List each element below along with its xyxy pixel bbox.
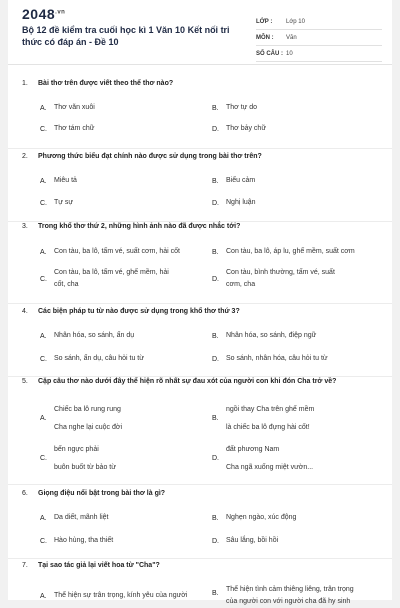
logo-tld: .vn	[55, 9, 66, 16]
meta-row-subject	[256, 30, 382, 46]
option-letter: D.	[212, 537, 219, 545]
option-a[interactable]	[40, 102, 179, 114]
meta-key: LỚP :	[256, 18, 273, 25]
option-b[interactable]	[212, 584, 361, 608]
question-text	[22, 80, 173, 87]
option-line: buôn buốt từ bảo từ	[54, 464, 116, 471]
option-line: Cha ngã xuống miệt vườn...	[226, 464, 314, 471]
option-lines	[226, 440, 361, 476]
option-letter: A.	[40, 514, 47, 522]
option-text: Nghẹn ngào, xúc động	[226, 514, 297, 521]
option-lines	[226, 400, 361, 436]
option-b[interactable]	[212, 102, 351, 114]
option-text: Con tàu, ba lô, tấm vé, ghế mềm, hải cốt, cha	[54, 269, 169, 288]
meta-value: 10	[286, 50, 293, 57]
option-d[interactable]	[212, 440, 361, 476]
option-letter: B.	[212, 514, 219, 522]
option-text: Thể hiện tình cảm thiêng liêng, trân trọng của người con với người cha đã hy sinh	[226, 586, 354, 605]
question-number: 5.	[22, 378, 28, 385]
option-d[interactable]	[212, 353, 361, 365]
option-line: ngồi thay Cha trên ghế mềm	[226, 406, 315, 413]
meta-key: MÔN :	[256, 34, 274, 41]
option-text: Nhân hóa, so sánh, điệp ngữ	[226, 332, 317, 339]
document-page	[8, 0, 392, 605]
question-5	[8, 378, 392, 485]
option-letter: C.	[40, 537, 47, 545]
option-line: Cha nghe lại cuộc đời	[54, 424, 123, 431]
option-letter: D.	[212, 275, 219, 283]
meta-row-count	[256, 46, 382, 62]
option-letter: C.	[40, 454, 47, 462]
option-a[interactable]	[40, 246, 189, 258]
option-b[interactable]	[212, 175, 351, 187]
option-c[interactable]	[40, 440, 179, 476]
option-text: Con tàu, ba lô, tấm vé, suất cơm, hải cốt	[54, 248, 180, 255]
option-letter: C.	[40, 125, 47, 133]
question-number: 6.	[22, 490, 28, 497]
question-number: 7.	[22, 562, 28, 569]
option-line: Chiếc ba lô rung rung	[54, 406, 121, 413]
question-4	[8, 308, 392, 377]
option-text: Biểu cảm	[226, 177, 256, 184]
option-text: Thơ tự do	[226, 104, 258, 111]
option-text: Thơ văn xuôi	[54, 104, 95, 111]
option-d[interactable]	[212, 197, 351, 209]
option-text: Nhân hóa, so sánh, ẩn dụ	[54, 332, 135, 339]
option-text: Nghị luận	[226, 199, 256, 206]
option-c[interactable]	[40, 197, 179, 209]
option-a[interactable]	[40, 400, 179, 436]
option-letter: C.	[40, 199, 47, 207]
option-text: Miêu tả	[54, 177, 77, 184]
question-6	[8, 490, 392, 559]
option-letter: A.	[40, 104, 47, 112]
option-letter: A.	[40, 248, 47, 256]
question-prompt: Tại sao tác giả lại viết hoa từ "Cha"?	[38, 562, 160, 569]
question-number: 3.	[22, 223, 28, 230]
option-line: là chiếc ba lô đựng hài cốt!	[226, 424, 310, 431]
option-text: Con tàu, ba lô, áp lu, ghế mềm, suất cơm	[226, 248, 355, 255]
option-c[interactable]	[40, 267, 179, 291]
question-text	[22, 223, 240, 230]
question-prompt: Các biện pháp tu từ nào được sử dụng trong khổ thơ thứ 3?	[38, 308, 240, 315]
option-letter: C.	[40, 355, 47, 363]
option-d[interactable]	[212, 535, 351, 547]
document-meta	[256, 14, 382, 62]
logo-text: 2048	[22, 6, 56, 22]
question-2	[8, 153, 392, 222]
option-line: bến ngực phải	[54, 446, 99, 453]
option-b[interactable]	[212, 400, 361, 436]
option-letter: D.	[212, 199, 219, 207]
option-letter: A.	[40, 177, 47, 185]
question-number: 4.	[22, 308, 28, 315]
option-letter: B.	[212, 104, 219, 112]
question-number: 2.	[22, 153, 28, 160]
option-letter: B.	[212, 248, 219, 256]
question-1	[8, 80, 392, 149]
option-letter: B.	[212, 590, 219, 597]
question-prompt: Bài thơ trên được viết theo thể thơ nào?	[38, 80, 174, 87]
option-text: Thơ bảy chữ	[226, 125, 267, 132]
option-a[interactable]	[40, 330, 189, 342]
option-text: Sâu lắng, bồi hồi	[226, 537, 279, 544]
option-a[interactable]	[40, 512, 179, 524]
option-letter: B.	[212, 177, 219, 185]
option-text: Da diết, mãnh liệt	[54, 514, 109, 521]
option-letter: C.	[40, 275, 47, 283]
question-text	[22, 378, 336, 385]
option-c[interactable]	[40, 123, 179, 135]
option-letter: A.	[40, 414, 47, 422]
question-3	[8, 223, 392, 304]
option-text: So sánh, nhân hóa, câu hỏi tu từ	[226, 355, 328, 362]
question-prompt: Cặp câu thơ nào dưới đây thể hiện rõ nhất sự đau xót của người con khi đón Cha trở về?	[38, 378, 337, 385]
option-letter: D.	[212, 355, 219, 363]
option-text: Hào hùng, tha thiết	[54, 537, 114, 544]
option-letter: D.	[212, 454, 219, 462]
option-lines	[54, 400, 179, 436]
option-b[interactable]	[212, 512, 351, 524]
question-7	[8, 562, 392, 605]
option-a[interactable]	[40, 590, 189, 602]
question-text	[22, 308, 240, 315]
option-d[interactable]	[212, 123, 351, 135]
option-letter: A.	[40, 332, 47, 340]
option-a[interactable]	[40, 175, 179, 187]
option-d[interactable]	[212, 267, 351, 291]
option-text: Thể hiện sự trân trọng, kính yêu của người	[54, 592, 188, 599]
question-text	[22, 562, 160, 569]
option-letter: B.	[212, 414, 219, 422]
meta-key: SỐ CÂU :	[256, 50, 283, 57]
option-c[interactable]	[40, 535, 179, 547]
option-text: Thơ tám chữ	[54, 125, 95, 132]
question-prompt: Giọng điệu nổi bật trong bài thơ là gì?	[38, 490, 166, 497]
option-b[interactable]	[212, 246, 361, 258]
meta-row-class	[256, 14, 382, 30]
question-prompt: Phương thức biểu đạt chính nào được sử dụng trong bài thơ trên?	[38, 153, 262, 160]
meta-value: Văn	[286, 34, 297, 41]
option-letter: A.	[40, 592, 47, 600]
site-logo[interactable]	[22, 6, 65, 22]
question-number: 1.	[22, 80, 28, 87]
option-b[interactable]	[212, 330, 361, 342]
document-title: Bộ 12 đề kiểm tra cuối học kì 1 Văn 10 Kết nối tri thức có đáp án - Đề 10	[22, 25, 230, 47]
option-line: đất phương Nam	[226, 446, 280, 453]
option-letter: B.	[212, 332, 219, 340]
question-prompt: Trong khổ thơ thứ 2, những hình ảnh nào đã được nhắc tới?	[38, 223, 241, 230]
question-text	[22, 153, 262, 160]
option-letter: D.	[212, 125, 219, 133]
option-text: Tự sự	[54, 199, 74, 206]
option-c[interactable]	[40, 353, 189, 365]
meta-value: Lớp 10	[286, 18, 305, 25]
document-header	[8, 0, 392, 65]
option-lines	[54, 440, 179, 476]
option-text: Con tàu, bình thường, tấm vé, suất cơm, cha	[226, 269, 335, 288]
option-text: So sánh, ẩn dụ, câu hỏi tu từ	[54, 355, 144, 362]
question-text	[22, 490, 165, 497]
